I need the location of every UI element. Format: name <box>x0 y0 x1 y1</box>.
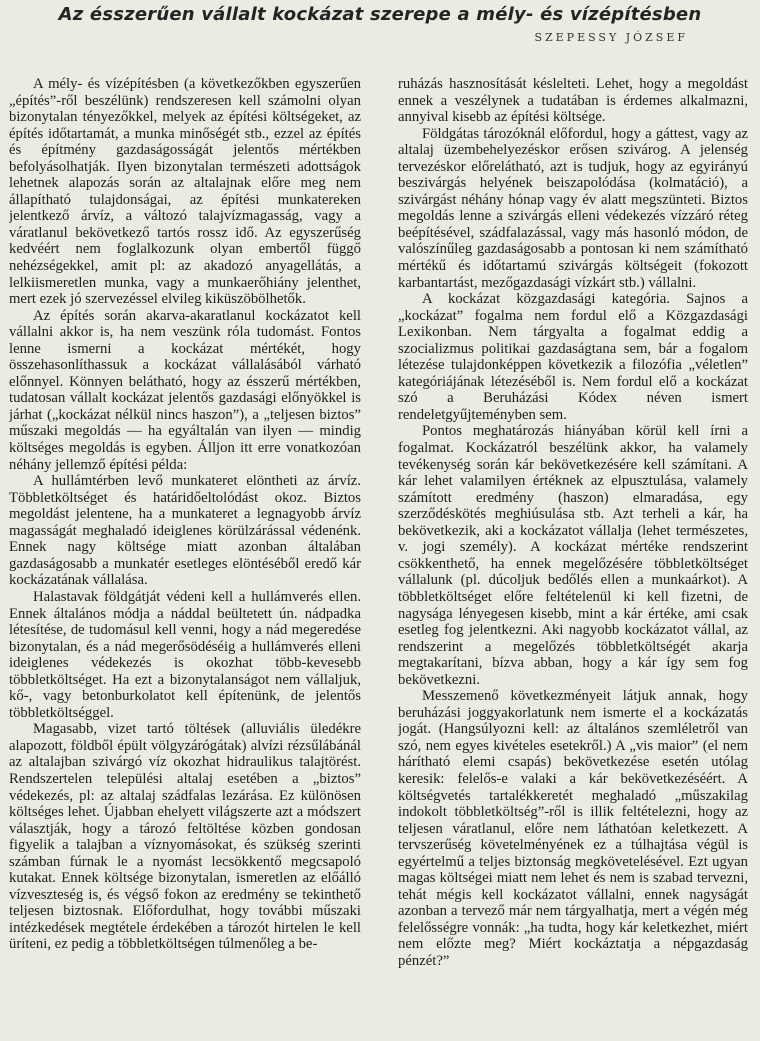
paragraph: A hullámtérben levő munkateret elöntheti az árvíz. Többletköltséget és határidőeltolódást okoz. Biztos megoldást jelentene, ha a munkateret a legnagyobb árvíz magasságát meghaladó ideiglenes körülzárással védenénk. Ennek nagy költsége miatt azonban általában gazdaságosabb a munkatér esetleges elöntéséből eredő kár kockázatának vállalása. <box>9 473 361 589</box>
paragraph: Pontos meghatározás hiányában körül kell írni a fogalmat. Kockázatról beszélünk akkor, ha valamely tevékenység során kár bekövetkezésére kell számítani. A kár lehet valamilyen értéknek az elpusztulása, valamely számított eredmény (haszon) elmaradása, egy szerződéskötés meghiúsulása stb. Azt terheli a kár, ha bekövetkezik, aki a kockázatot vállalja (lehet természetes, v. jogi személy). A kockázat mértéke rendszerint csökkenthető, ha ennek megelőzésére többletköltséget vállalunk (pl. dúcoljuk bedőlés ellen a munkaárkot). A többletköltséget előre feltételenül ki kell fizetni, de nagysága lényegesen kisebb, mint a kár értéke, ami csak esetleg fog jelentkezni. Aki nagyobb kockázatot vállal, az rendszerint a megelőzés többletköltségét akarja megtakarítani, bízva abban, hogy a kár így sem fog bekövetkezni. <box>398 423 748 688</box>
article-author: SZEPESSY JÓZSEF <box>534 31 688 44</box>
left-column <box>9 76 361 1036</box>
paragraph: Magasabb, vizet tartó töltések (alluviális üledékre alapozott, földből épült völgyzárógátak) alvízi rézsűlábánál az altalajban szivárgó víz okozhat hidraulikus talajtörést. Rendszertelen települési altalaj esetében a „biztos” védekezés, pl: az altalaj szádfalas lezárása. Ez különösen költséges lehet. Újabban ehelyett világszerte azt a módszert választják, hogy a tározó feltöltése közben gondosan figyelik a talajban a víznyomásokat, és szükség szerinti számban fúrnak le a nyomást lecsökkentő megcsapoló kutakat. Ennek költsége bizonytalan, ismeretlen az előálló vízveszteség is, és végső fokon az eredmény se tekinthető teljesen biztosnak. Előfordulhat, hogy további műszaki intézkedések megtétele érdekében a tározót hirtelen le kell üríteni, ez pedig a többletköltségen túlmenőleg a be- <box>9 721 361 953</box>
paragraph: A kockázat közgazdasági kategória. Sajnos a „kockázat” fogalma nem fordul elő a Közgazdasági Lexikonban. Nem tárgyalta a fogalmat eddig a szocializmus politikai gazdaságtana sem, bár a fogalom létezése tulajdonképpen következik a filozófia „véletlen” kategóriájának létezéséből is. Nem fordul elő a kockázat szó a Beruházási Kódex néven ismert rendeletgyűjteményben sem. <box>398 291 748 423</box>
paragraph-continued: ruházás hasznosítását késlelteti. Lehet, hogy a megoldást ennek a veszélynek a tudatában is érdemes alkalmazni, annyival kisebb az építési költsége. <box>398 76 748 126</box>
paragraph: Messzemenő következményeit látjuk annak, hogy beruházási joggyakorlatunk nem ismerte el a kockázatás jogát. (Hangsúlyozni kell: az általános szemléletről van szó, nem egyes kivételes esetekről.) A „vis maior” (el nem hárítható elemi csapás) bekövetkezése esetén utólag keresik: felelős-e valaki a kár bekövetkezéséért. A költségvetés tartalékkeretét meghaladó „műszakilag indokolt többletköltség”-ről is illik feltételezni, hogy az teljesen váratlanul, előre nem láthatóan keletkezett. A tervszerűség követelményének ez a túlhajtása végül is egyértelmű a teljes biztonság megkövetelésével. Ezt ugyan magas költségei miatt nem lehet és nem is szabad tervezni, tehát mégis kell kockázatot vállalni, ennek nagyságát azonban a tervező már nem tárgyalhatja, mert a végén még felelősségre vonnák: „ha tudta, hogy kár keletkezhet, miért nem előzte meg? Miért kockáztatja a népgazdaság pénzét?” <box>398 688 748 969</box>
paragraph: A mély- és vízépítésben (a következőkben egyszerűen „építés”-ről beszélünk) rendszeresen kell számolni olyan bizonytalan tényezőkkel, melyek az építési költségeket, az építés időtartamát, a munka minőségét stb., ezzel az építés és építmény gazdaságosságát jelentős mértékben befolyásolhatják. Ilyen bizonytalan természeti adottságok lehetnek alapozás során az altalajnak előre meg nem állapítható tulajdonságai, az építési munkatereken jelentkező árvíz, a változó talajvízmagasság, vagy a váratlanul bekövetkező tartós rossz idő. Az egyszerűség kedvéért nem foglalkozunk olyan embertől függő nehézségekkel, amit pl: az akadozó anyagellátás, a lelkiismeretlen munka, vagy a munkaerőhiány jelenthet, mert ezek jó szervezéssel elvileg kiküszöbölhetők. <box>9 76 361 308</box>
article-title: Az ésszerűen vállalt kockázat szerepe a mély- és vízépítésben <box>58 4 702 25</box>
paragraph: Halastavak földgátját védeni kell a hullámverés ellen. Ennek általános módja a náddal beültetett ún. nádpadka létesítése, de tudomásul kell venni, hogy a nád megeredése bizonytalan, és a nád megerősödéséig a hullámverés elleni ideiglenes védekezés is okozhat több-kevesebb többletköltséget. Ha ezt a bizonytalanságot nem vállaljuk, kő-, vagy betonburkolatot kell építenünk, de jelentős többletköltséggel. <box>9 588 361 721</box>
article-body <box>0 76 760 1036</box>
right-column <box>398 76 748 1036</box>
paragraph: Az építés során akarva-akaratlanul kockázatot kell vállalni akkor is, ha nem veszünk róla tudomást. Fontos lenne ismerni a kockázat mértékét, hogy összehasonlíthassuk a kockázat vállalásából várható előnnyel. Könnyen belátható, hogy az ésszerű mértékben, tudatosan vállalt kockázat jelentős gazdasági előnyökkel is járhat („kockázat nélkül nincs haszon”), a „teljesen biztos” műszaki megoldás — ha egyáltalán van ilyen — mindig költséges megoldás is egyben. Álljon itt erre vonatkozóan néhány jellemző építési példa: <box>9 307 361 473</box>
paragraph: Földgátas tározóknál előfordul, hogy a gáttest, vagy az altalaj üzembehelyezéskor erősen szivárog. A jelenség tervezéskor előrelátható, azt is tudjuk, hogy az egyirányú beszivárgás helyének beiszapolódása (kolmatáció), a szivárgást néhány hónap vagy év alatt megszünteti. Biztos megoldás lenne a szivárgás elleni védekezés vízzáró réteg beépítésével, szádfalazással, vagy más hasonló módon, de valószínűleg gazdaságosabb a pontosan ki nem számítható mértékű és időtartamú szivárgás költségeit (fokozott karbantartást, mezőgazdasági vízkárt stb.) vállalni. <box>398 125 748 291</box>
